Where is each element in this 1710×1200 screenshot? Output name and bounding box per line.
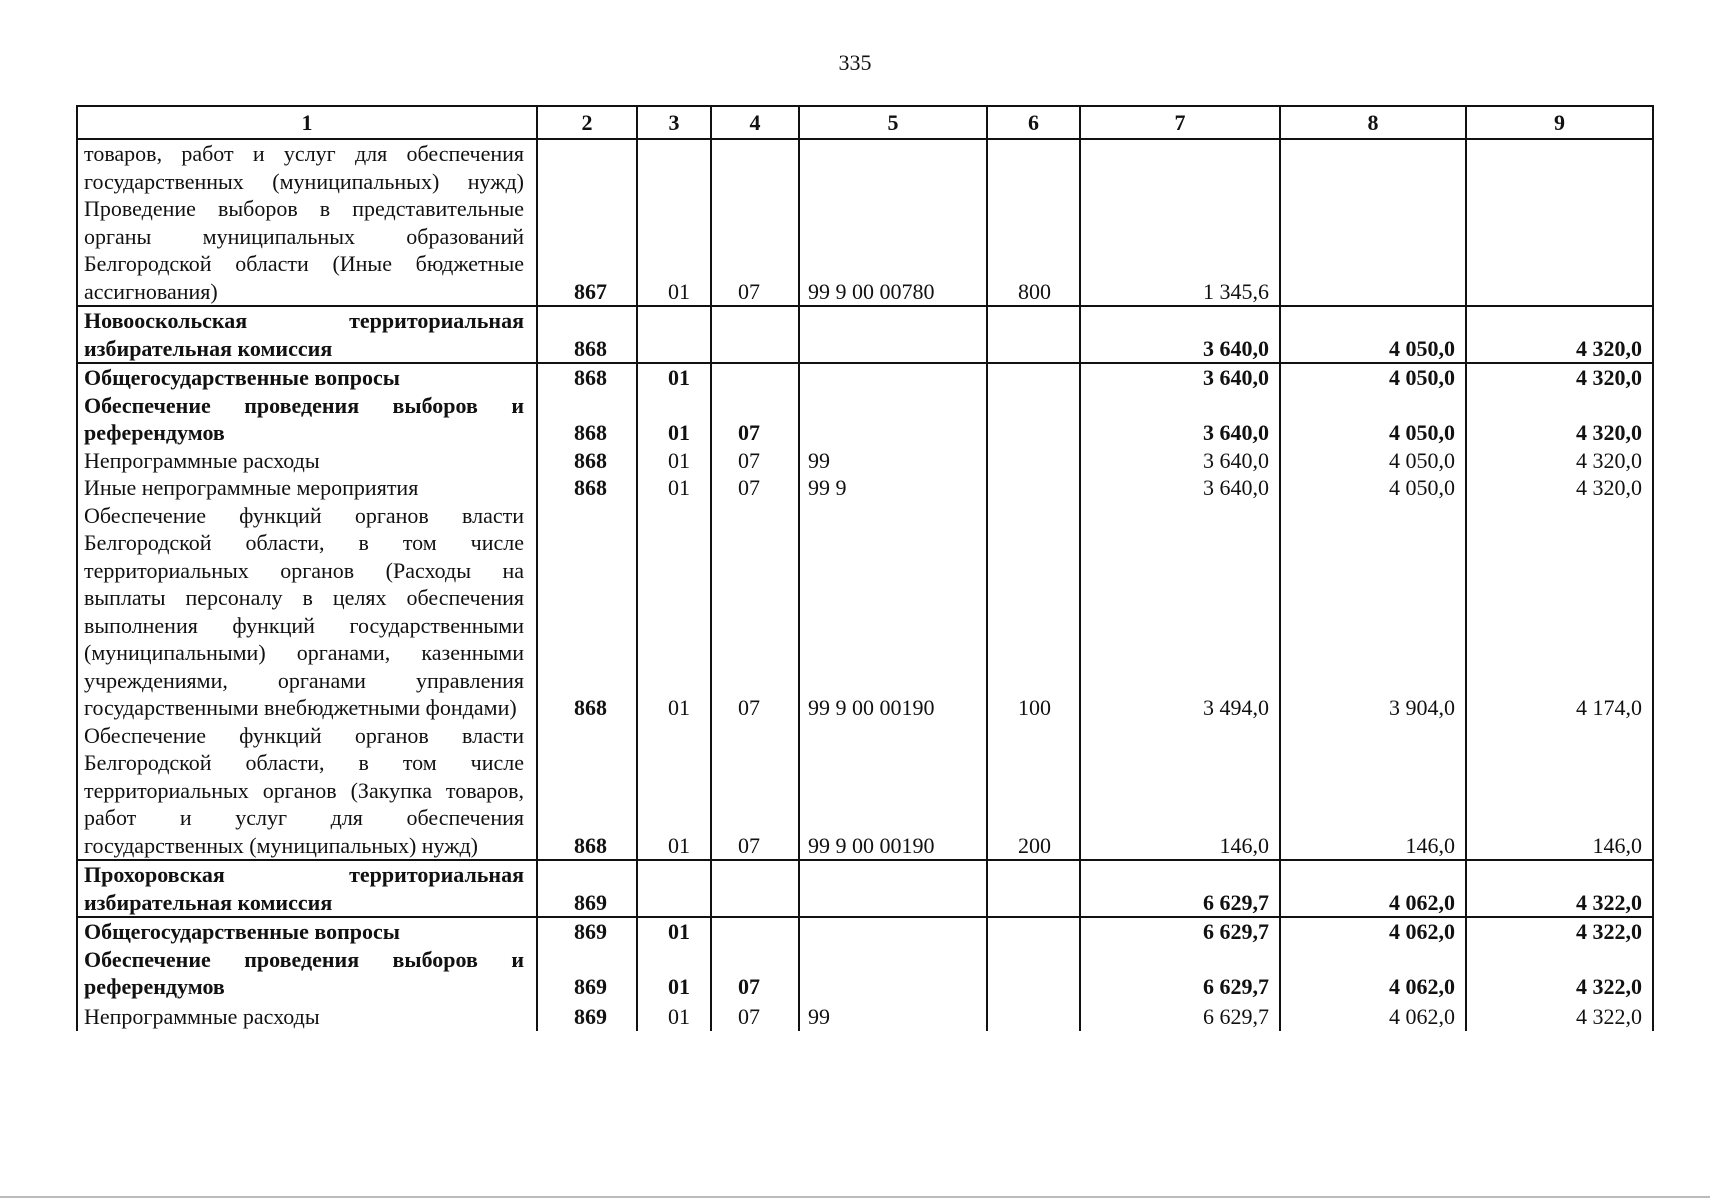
row-target: 99: [799, 1001, 987, 1031]
row-vtype: [987, 917, 1080, 946]
row-section: 01: [637, 502, 711, 722]
row-year1: 6 629,7: [1080, 860, 1280, 917]
row-section: 01: [637, 946, 711, 1001]
row-year3: 4 320,0: [1466, 392, 1653, 447]
row-code: 868: [537, 392, 637, 447]
row-vtype: 200: [987, 722, 1080, 861]
row-subsection: [711, 306, 799, 363]
table-row: [77, 1001, 1653, 1031]
row-target: 99 9 00 00190: [799, 502, 987, 722]
row-section: [637, 306, 711, 363]
row-name: Непрограммные расходы: [77, 447, 537, 475]
row-target: [799, 306, 987, 363]
page-number: 335: [838, 50, 872, 75]
row-year2: 4 050,0: [1280, 392, 1466, 447]
row-year1: 146,0: [1080, 722, 1280, 861]
row-year1: 3 640,0: [1080, 363, 1280, 392]
row-target: 99 9: [799, 474, 987, 502]
row-year1: 1 345,6: [1080, 139, 1280, 306]
row-vtype: [987, 1001, 1080, 1031]
row-year2: 4 062,0: [1280, 917, 1466, 946]
row-target: [799, 392, 987, 447]
row-year3: 4 320,0: [1466, 447, 1653, 475]
row-name: Обеспечение проведения выборов и референдумов: [77, 392, 537, 447]
row-name: Общегосударственные вопросы: [77, 917, 537, 946]
row-code: 867: [537, 139, 637, 306]
row-section: 01: [637, 139, 711, 306]
row-name: Новооскольская территориальная избирательная комиссия: [77, 306, 537, 363]
row-vtype: [987, 363, 1080, 392]
page-bottom-edge: [0, 1196, 1710, 1198]
row-subsection: 07: [711, 474, 799, 502]
row-year2: 4 050,0: [1280, 306, 1466, 363]
row-year2: 146,0: [1280, 722, 1466, 861]
header-col-1: 1: [77, 106, 537, 139]
table-row: [77, 474, 1653, 502]
table-row: [77, 946, 1653, 1001]
row-section: 01: [637, 917, 711, 946]
table-row: [77, 306, 1653, 363]
row-code: 868: [537, 502, 637, 722]
row-code: 869: [537, 860, 637, 917]
row-year3: 4 322,0: [1466, 946, 1653, 1001]
row-code: 869: [537, 1001, 637, 1031]
row-target: [799, 363, 987, 392]
row-year2: 4 050,0: [1280, 474, 1466, 502]
row-code: 868: [537, 722, 637, 861]
header-col-5: 5: [799, 106, 987, 139]
row-year3: 4 174,0: [1466, 502, 1653, 722]
row-year3: 4 320,0: [1466, 474, 1653, 502]
table-row: [77, 722, 1653, 861]
row-target: 99: [799, 447, 987, 475]
header-col-4: 4: [711, 106, 799, 139]
row-year1: 3 640,0: [1080, 392, 1280, 447]
budget-table: [76, 105, 1654, 1031]
row-subsection: 07: [711, 139, 799, 306]
row-year2: 4 062,0: [1280, 946, 1466, 1001]
row-section: 01: [637, 474, 711, 502]
row-vtype: [987, 860, 1080, 917]
header-col-2: 2: [537, 106, 637, 139]
row-year2: 4 062,0: [1280, 860, 1466, 917]
row-code: 868: [537, 474, 637, 502]
row-target: [799, 860, 987, 917]
header-col-9: 9: [1466, 106, 1653, 139]
table-row: [77, 392, 1653, 447]
row-vtype: 800: [987, 139, 1080, 306]
table-row: [77, 447, 1653, 475]
row-subsection: [711, 860, 799, 917]
row-section: [637, 860, 711, 917]
row-year1: 3 640,0: [1080, 306, 1280, 363]
row-subsection: [711, 917, 799, 946]
row-vtype: [987, 946, 1080, 1001]
row-year1: 3 640,0: [1080, 474, 1280, 502]
row-year3: 4 322,0: [1466, 860, 1653, 917]
row-target: [799, 917, 987, 946]
row-target: 99 9 00 00190: [799, 722, 987, 861]
row-year2: [1280, 139, 1466, 306]
row-vtype: [987, 306, 1080, 363]
row-year3: 4 320,0: [1466, 363, 1653, 392]
row-year1: 3 494,0: [1080, 502, 1280, 722]
row-year3: 4 322,0: [1466, 917, 1653, 946]
row-year2: 4 050,0: [1280, 363, 1466, 392]
row-subsection: 07: [711, 722, 799, 861]
row-year3: 4 320,0: [1466, 306, 1653, 363]
row-subsection: 07: [711, 447, 799, 475]
row-section: 01: [637, 722, 711, 861]
row-year3: 4 322,0: [1466, 1001, 1653, 1031]
row-name: Иные непрограммные мероприятия: [77, 474, 537, 502]
row-target: 99 9 00 00780: [799, 139, 987, 306]
header-col-3: 3: [637, 106, 711, 139]
row-year3: 146,0: [1466, 722, 1653, 861]
row-section: 01: [637, 1001, 711, 1031]
table-row: [77, 917, 1653, 946]
row-year1: 6 629,7: [1080, 1001, 1280, 1031]
row-vtype: [987, 447, 1080, 475]
row-section: 01: [637, 447, 711, 475]
table-row: [77, 502, 1653, 722]
row-section: 01: [637, 363, 711, 392]
row-name: Обеспечение проведения выборов и референдумов: [77, 946, 537, 1001]
row-subsection: 07: [711, 502, 799, 722]
row-code: 868: [537, 306, 637, 363]
row-vtype: [987, 392, 1080, 447]
row-subsection: [711, 363, 799, 392]
header-col-7: 7: [1080, 106, 1280, 139]
row-code: 868: [537, 447, 637, 475]
row-subsection: 07: [711, 392, 799, 447]
header-col-8: 8: [1280, 106, 1466, 139]
row-year1: 3 640,0: [1080, 447, 1280, 475]
row-name: Обеспечение функций органов власти Белгородской области, в том числе территориальных органов (Расходы на выплаты персоналу в целях обеспечения выполнения функций государственными (муниципальными) органами, казенными учреждениями, органами управления государственными внебюджетными фондами): [77, 502, 537, 722]
row-name: Обеспечение функций органов власти Белгородской области, в том числе территориальных органов (Закупка товаров, работ и услуг для обеспечения государственных (муниципальных) нужд): [77, 722, 537, 861]
row-subsection: 07: [711, 946, 799, 1001]
row-year2: 4 050,0: [1280, 447, 1466, 475]
table-row: [77, 363, 1653, 392]
row-name: Общегосударственные вопросы: [77, 363, 537, 392]
row-vtype: [987, 474, 1080, 502]
row-year2: 3 904,0: [1280, 502, 1466, 722]
row-vtype: 100: [987, 502, 1080, 722]
row-name: Непрограммные расходы: [77, 1001, 537, 1031]
row-code: 869: [537, 946, 637, 1001]
row-subsection: 07: [711, 1001, 799, 1031]
row-year1: 6 629,7: [1080, 946, 1280, 1001]
header-col-6: 6: [987, 106, 1080, 139]
table-row: [77, 860, 1653, 917]
row-name: Прохоровская территориальная избирательная комиссия: [77, 860, 537, 917]
row-year1: 6 629,7: [1080, 917, 1280, 946]
row-year3: [1466, 139, 1653, 306]
row-target: [799, 946, 987, 1001]
table-row: [77, 139, 1653, 306]
row-code: 869: [537, 917, 637, 946]
table-header-row: [77, 106, 1653, 139]
row-name: товаров, работ и услуг для обеспечения государственных (муниципальных) нужд) Проведение выборов в представительные органы муниципальных образований Белгородской области (Иные бюджетные ассигнования): [77, 139, 537, 306]
row-code: 868: [537, 363, 637, 392]
row-section: 01: [637, 392, 711, 447]
row-year2: 4 062,0: [1280, 1001, 1466, 1031]
